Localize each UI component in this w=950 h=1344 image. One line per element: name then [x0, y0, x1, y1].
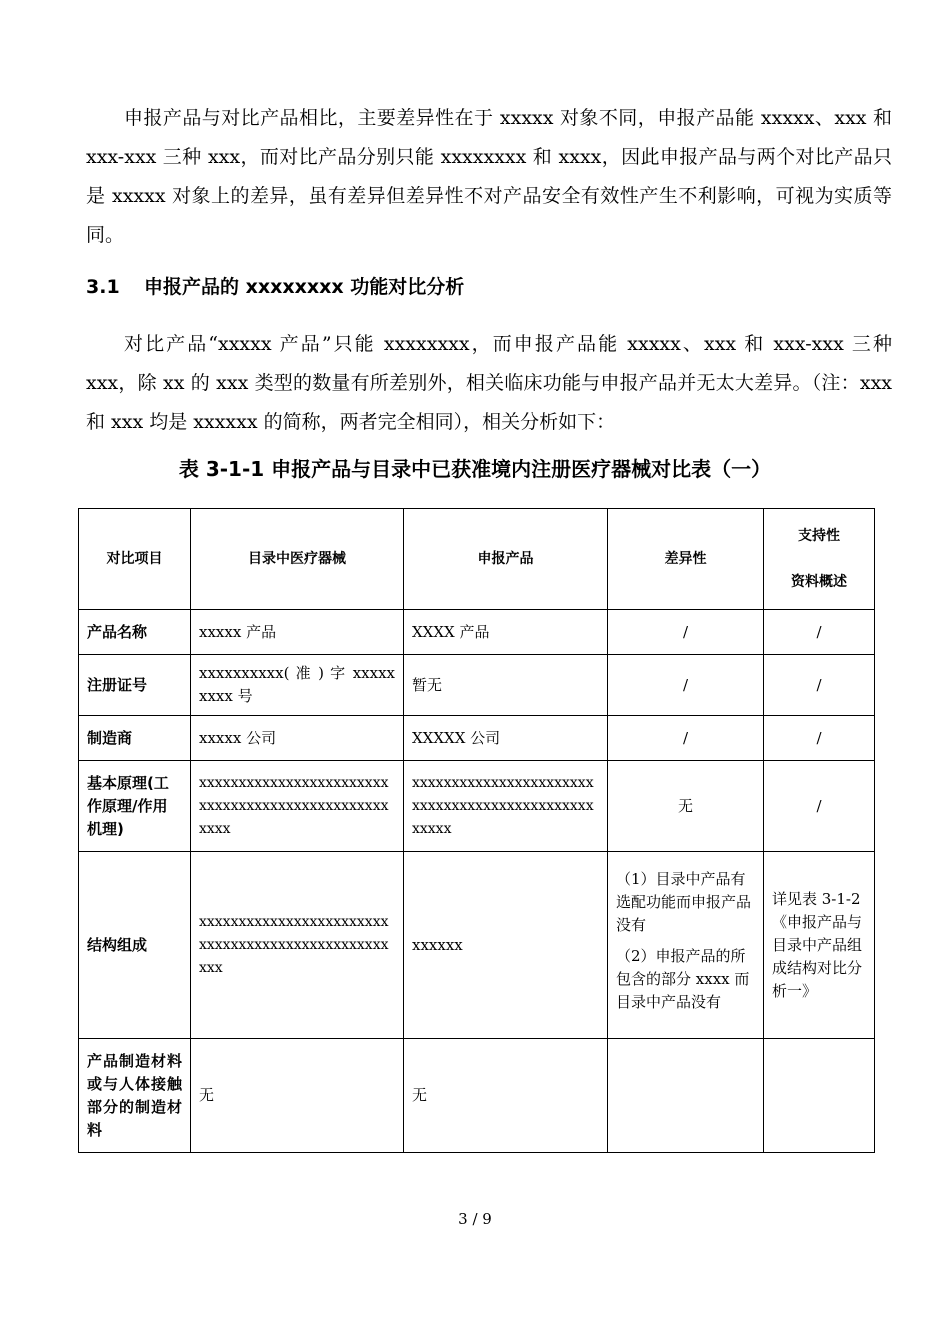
- section-heading: [86, 270, 464, 304]
- cell-difference-registration: /: [608, 655, 764, 716]
- cell-support-name: /: [764, 610, 875, 655]
- cell-declared-principle: xxxxxxxxxxxxxxxxxxxxxxxxxxxxxxxxxxxxxxxxxxxxxxxxxxx: [404, 761, 608, 852]
- row-label-name: 产品名称: [79, 610, 191, 655]
- cell-catalog-structure: xxxxxxxxxxxxxxxxxxxxxxxxxxxxxxxxxxxxxxxxxxxxxxxxxxx: [191, 852, 404, 1039]
- table-row: [79, 716, 875, 761]
- analysis-paragraph: 对比产品“xxxxx 产品”只能 xxxxxxxx，而申报产品能 xxxxx、xxx 和 xxx-xxx 三种 xxx，除 xx 的 xxx 类型的数量有所差别外，相关临床功能与申报产品并无太大差异。（注：xxx 和 xxx 均是 xxxxxx 的简称，两者完全相同），相关分析如下：: [86, 333, 892, 433]
- cell-declared-materials: 无: [404, 1039, 608, 1153]
- table-row: [79, 610, 875, 655]
- row-label-principle: 基本原理(工作原理/作用机理): [79, 761, 191, 852]
- row-label-manufacturer: 制造商: [79, 716, 191, 761]
- cell-support-registration: /: [764, 655, 875, 716]
- header-item: 对比项目: [79, 509, 191, 610]
- cell-catalog-registration: xxxxxxxxxx( 准 ) 字 xxxxxxxxx 号: [191, 655, 404, 716]
- header-declared-product: 申报产品: [404, 509, 608, 610]
- cell-declared-manufacturer: XXXXX 公司: [404, 716, 608, 761]
- cell-declared-name: XXXX 产品: [404, 610, 608, 655]
- cell-catalog-name: xxxxx 产品: [191, 610, 404, 655]
- table-header-row: [79, 509, 875, 610]
- difference-note-2: （2）申报产品的所包含的部分 xxxx 而目录中产品没有: [616, 947, 750, 1011]
- cell-declared-registration: 暂无: [404, 655, 608, 716]
- page-number: 3 / 9: [458, 1210, 492, 1228]
- row-label-structure: 结构组成: [79, 852, 191, 1039]
- cell-difference-materials: [608, 1039, 764, 1153]
- header-support-line1: 支持性: [798, 528, 840, 544]
- table-row: [79, 852, 875, 1039]
- comparison-table: [78, 508, 875, 1153]
- table-caption: 表 3-1-1 申报产品与目录中已获准境内注册医疗器械对比表（一）: [178, 457, 772, 481]
- header-difference: 差异性: [608, 509, 764, 610]
- difference-note-1: （1）目录中产品有选配功能而申报产品没有: [616, 870, 752, 934]
- cell-declared-structure: xxxxxx: [404, 852, 608, 1039]
- cell-support-principle: /: [764, 761, 875, 852]
- cell-support-materials: [764, 1039, 875, 1153]
- cell-catalog-principle: xxxxxxxxxxxxxxxxxxxxxxxxxxxxxxxxxxxxxxxxxxxxxxxxxxxx: [191, 761, 404, 852]
- cell-support-manufacturer: /: [764, 716, 875, 761]
- header-support: [764, 509, 875, 610]
- row-label-registration: 注册证号: [79, 655, 191, 716]
- row-label-materials: 产品制造材料或与人体接触部分的制造材料: [79, 1039, 191, 1153]
- section-number: 3.1: [86, 276, 120, 298]
- cell-difference-principle: 无: [608, 761, 764, 852]
- intro-paragraph: 申报产品与对比产品相比，主要差异性在于 xxxxx 对象不同，申报产品能 xxxxx、xxx 和 xxx-xxx 三种 xxx，而对比产品分别只能 xxxxxxxx 和 xxxx，因此申报产品与两个对比产品只是 xxxxx 对象上的差异，虽有差异但差异性不对产品安全有效性产生不利影响，可视为实质等同。: [86, 107, 892, 246]
- table-row: [79, 761, 875, 852]
- cell-difference-structure: [608, 852, 764, 1039]
- header-catalog-device: 目录中医疗器械: [191, 509, 404, 610]
- header-support-line2: 资料概述: [791, 574, 847, 590]
- cell-difference-name: /: [608, 610, 764, 655]
- table-row: [79, 655, 875, 716]
- cell-catalog-manufacturer: xxxxx 公司: [191, 716, 404, 761]
- cell-support-structure: 详见表 3-1-2《申报产品与目录中产品组成结构对比分析一》: [764, 852, 875, 1039]
- cell-difference-manufacturer: /: [608, 716, 764, 761]
- cell-catalog-materials: 无: [191, 1039, 404, 1153]
- section-title: 申报产品的 xxxxxxxx 功能对比分析: [144, 276, 465, 298]
- table-row: [79, 1039, 875, 1153]
